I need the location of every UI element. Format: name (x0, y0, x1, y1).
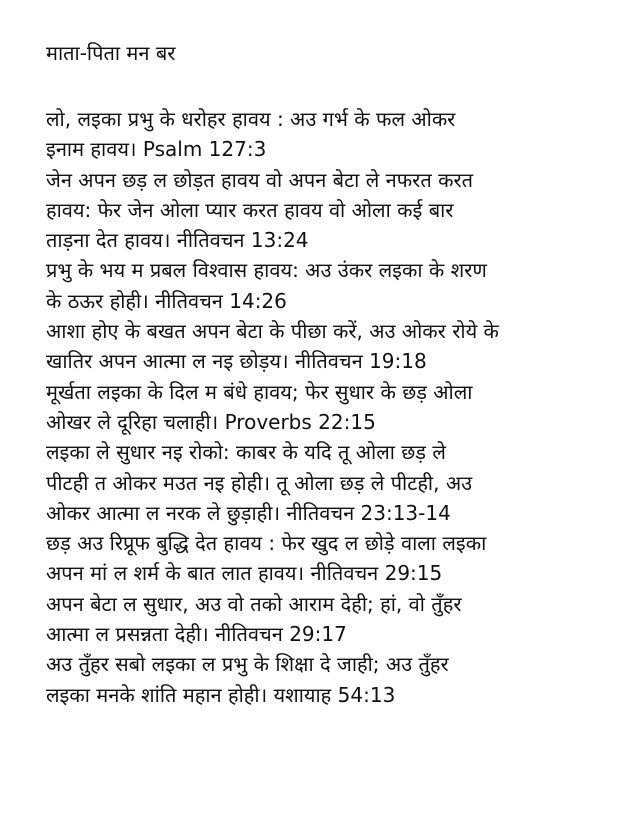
text-line: ओखर ले दूरिहा चलाही। Proverbs 22:15 (46, 409, 376, 434)
text-line: लो, लइका प्रभु के धरोहर हावय : अउ गर्भ के फल ओकर (46, 107, 456, 131)
text-line: ओकर आत्मा ल नरक ले छुड़ाही। नीतिवचन 23:13-14 (46, 500, 451, 525)
text-line: खातिर अपन आत्मा ल नइ छोड़य। नीतिवचन 19:18 (46, 349, 427, 374)
text-line: जेन अपन छड़ ल छोड़त हावय वो अपन बेटा ले नफरत करत (46, 167, 474, 192)
text-line: आत्मा ल प्रसन्नता देही। नीतिवचन 29:17 (46, 622, 347, 647)
text-line: आशा होए के बखत अपन बेटा के पीछा करें, अउ ओकर रोये के (46, 319, 499, 344)
document-title: माता-पिता मन बर (46, 41, 176, 65)
text-line: हावय: फेर जेन ओला प्यार करत हावय वो ओला कई बार (46, 197, 454, 222)
text-line: के ठऊर होही। नीतिवचन 14:26 (46, 288, 287, 313)
text-line: पीटही त ओकर मउत नइ होही। तू ओला छड़ ले पीटही, अउ (46, 470, 473, 495)
document-body (46, 104, 626, 710)
text-line: अपन मां ल शर्म के बात लात हावय। नीतिवचन 29:15 (46, 561, 443, 586)
text-line: लइका ले सुधार नइ रोको: काबर के यदि तू ओला छड़ ले (46, 440, 446, 465)
text-line: छड़ अउ रिप्रूफ बुद्धि देत हावय : फेर खुद ल छोड़े वाला लइका (46, 531, 487, 556)
text-line: ताड़ना देत हावय। नीतिवचन 13:24 (46, 228, 309, 253)
text-line: अउ तुँहर सबो लइका ल प्रभु के शिक्षा दे जाही; अउ तुँहर (46, 652, 449, 677)
text-line: इनाम हावय। Psalm 127:3 (46, 137, 267, 162)
text-line: लइका मनके शांति महान होही। यशायाह 54:13 (46, 682, 396, 707)
text-line: अपन बेटा ल सुधार, अउ वो तको आराम देही; हां, वो तुँहर (46, 591, 462, 616)
text-line: मूर्खता लइका के दिल म बंधे हावय; फेर सुधार के छड़ ओला (46, 379, 473, 404)
text-line: प्रभु के भय म प्रबल विश्वास हावय: अउ उंकर लइका के शरण (46, 258, 487, 283)
